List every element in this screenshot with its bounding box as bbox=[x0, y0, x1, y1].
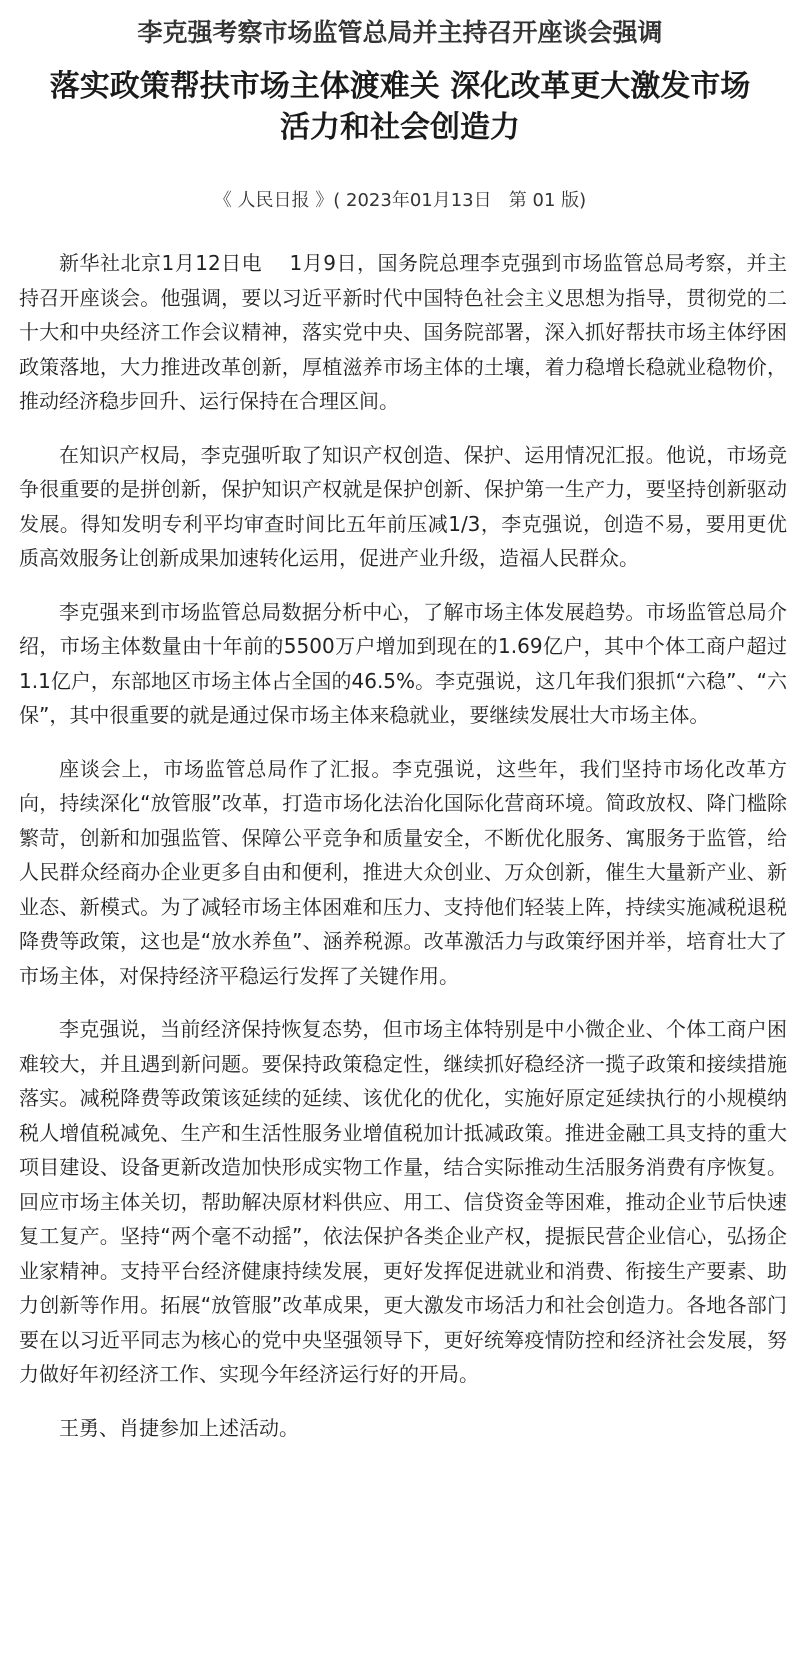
paragraph-1: 新华社北京1月12日电 1月9日，国务院总理李克强到市场监管总局考察，并主持召开座谈会。他强调，要以习近平新时代中国特色社会主义思想为指导，贯彻党的二十大和中央经济工作会议精神，落实党中央、国务院部署，深入抓好帮扶市场主体纾困政策落地，大力推进改革创新，厚植滋养市场主体的土壤，着力稳增长稳就业稳物价，推动经济稳步回升、运行保持在合理区间。 bbox=[19, 251, 787, 413]
source-line: 《 人民日报 》( 2023年01月13日 第 01 版) bbox=[213, 190, 587, 211]
article-body bbox=[19, 246, 787, 1464]
paragraph-5: 李克强说，当前经济保持恢复态势，但市场主体特别是中小微企业、个体工商户困难较大，并且遇到新问题。要保持政策稳定性，继续抓好稳经济一揽子政策和接续措施落实。减税降费等政策该延续的延续、该优化的优化，实施好原定延续执行的小规模纳税人增值税减免、生产和生活性服务业增值税加计抵减政策。推进金融工具支持的重大项目建设、设备更新改造加快形成实物工作量，结合实际推动生活服务消费有序恢复。回应市场主体关切，帮助解决原材料供应、用工、信贷资金等困难，推动企业节后快速复工复产。坚持“两个毫不动摇”，依法保护各类企业产权，提振民营企业信心，弘扬企业家精神。支持平台经济健康持续发展，更好发挥促进就业和消费、衔接生产要素、助力创新等作用。拓展“放管服”改革成果，更大激发市场活力和社会创造力。各地各部门要在以习近平同志为核心的党中央坚强领导下，更好统筹疫情防控和经济社会发展，努力做好年初经济工作、实现今年经济运行好的开局。 bbox=[19, 1017, 787, 1386]
headline-line-2: 活力和社会创造力 bbox=[280, 110, 520, 145]
article-kicker: 李克强考察市场监管总局并主持召开座谈会强调 bbox=[137, 18, 663, 47]
paragraph-2: 在知识产权局，李克强听取了知识产权创造、保护、运用情况汇报。他说，市场竞争很重要的是拼创新，保护知识产权就是保护创新、保护第一生产力，要坚持创新驱动发展。得知发明专利平均审查时间比五年前压减1/3，李克强说，创造不易，要用更优质高效服务让创新成果加速转化运用，促进产业升级，造福人民群众。 bbox=[19, 442, 787, 570]
paragraph-4: 座谈会上，市场监管总局作了汇报。李克强说，这些年，我们坚持市场化改革方向，持续深化“放管服”改革，打造市场化法治化国际化营商环境。简政放权、降门槛除繁苛，创新和加强监管、保障公平竞争和质量安全，不断优化服务、寓服务于监管，给人民群众经商办企业更多自由和便利，推进大众创业、万众创新，催生大量新产业、新业态、新模式。为了减轻市场主体困难和压力、支持他们轻装上阵，持续实施减税退税降费等政策，这也是“放水养鱼”、涵养税源。改革激活力与政策纾困并举，培育壮大了市场主体，对保持经济平稳运行发挥了关键作用。 bbox=[19, 756, 787, 988]
article-headline bbox=[20, 66, 780, 148]
headline-line-1: 落实政策帮扶市场主体渡难关 深化改革更大激发市场 bbox=[49, 69, 751, 104]
paragraph-3: 李克强来到市场监管总局数据分析中心，了解市场主体发展趋势。市场监管总局介绍，市场主体数量由十年前的5500万户增加到现在的1.69亿户，其中个体工商户超过1.1亿户，东部地区市场主体占全国的46.5%。李克强说，这几年我们狠抓“六稳”、“六保”，其中很重要的就是通过保市场主体来稳就业，要继续发展壮大市场主体。 bbox=[19, 599, 787, 727]
paragraph-6: 王勇、肖捷参加上述活动。 bbox=[59, 1415, 299, 1440]
